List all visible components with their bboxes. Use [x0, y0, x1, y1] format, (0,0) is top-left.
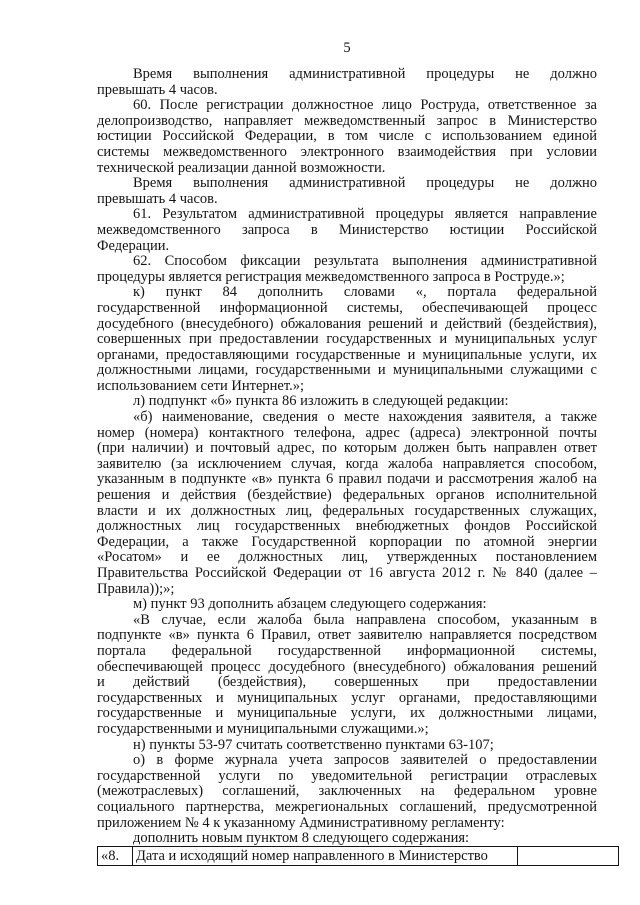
- paragraph: [97, 597, 597, 613]
- text-line: и действий (бездействия), совершенных при предоставлении: [97, 675, 597, 691]
- paragraph: [97, 753, 597, 831]
- text-line: подпункте «в» пункта 6 Правил, ответ заявителю направляется посредством: [97, 628, 597, 644]
- text-line: юстиции Российской Федерации, в том числе с использованием единой: [97, 129, 597, 145]
- text-line: органами, предоставляющими государственные и муниципальные услуги, их: [97, 347, 597, 363]
- text-line: совершенных при предоставлении государственных и муниципальных услуг: [97, 332, 597, 348]
- paragraph: [97, 285, 597, 394]
- text-line: технической реализации данной возможности.: [97, 160, 386, 176]
- text-line: Правительства Российской Федерации от 16 августа 2012 г. № 840 (далее –: [97, 566, 597, 581]
- text-line: использованием сети Интернет.»;: [97, 378, 304, 394]
- text-line: должностными лицами, государственными и муниципальными служащими с: [97, 363, 597, 379]
- text-line: «Росатом» и ее должностных лиц, утвержденных постановлением: [97, 550, 597, 566]
- page-number: 5: [343, 40, 351, 56]
- text-line: Федерации, а также Государственной корпорации по атомной энергии: [97, 534, 597, 550]
- paragraph: [97, 831, 597, 847]
- text-line: портала федеральной государственной информационной системы,: [97, 643, 597, 659]
- text-line: власти и их должностных лиц, федеральных государственных служащих,: [97, 503, 597, 519]
- text-line: Федерации.: [97, 238, 170, 254]
- text-line: межведомственного запроса в Министерство юстиции Российской: [97, 222, 597, 238]
- paragraph: [97, 738, 597, 754]
- paragraph: [97, 207, 597, 254]
- text-line: л) подпункт «б» пункта 86 изложить в следующей редакции:: [133, 394, 509, 410]
- text-line: к) пункт 84 дополнить словами «, портала федеральной: [133, 285, 597, 301]
- text-line: Время выполнения административной процедуры не должно: [133, 67, 597, 82]
- text-line: 61. Результатом административной процедуры является направление: [133, 207, 597, 223]
- text-line: заявителю (за исключением случая, когда жалоба направляется способом,: [97, 456, 597, 472]
- text-line: системы межведомственного электронного взаимодействия при условии: [97, 144, 597, 160]
- text-line: Правила));»;: [97, 581, 175, 597]
- text-line: дополнить новым пунктом 8 следующего содержания:: [133, 831, 470, 847]
- text-line: досудебного (внесудебного) обжалования решений и действий (бездействия),: [97, 316, 597, 332]
- text-line: м) пункт 93 дополнить абзацем следующего содержания:: [133, 597, 487, 613]
- paragraph: [97, 613, 597, 738]
- paragraph: [97, 254, 597, 285]
- text-line: должностных лиц государственных внебюджетных фондов Российской: [97, 519, 597, 535]
- text-line: н) пункты 53-97 считать соответственно пунктами 63-107;: [133, 737, 494, 753]
- paragraph: [97, 410, 597, 597]
- paragraph: [97, 176, 597, 207]
- text-line: (при наличии) и почтовый адрес, по которым должен быть направлен ответ: [97, 441, 597, 457]
- text-line: приложением № 4 к указанному Административному регламенту:: [97, 815, 505, 831]
- text-line: государственной услуги по уведомительной регистрации отраслевых: [97, 768, 597, 784]
- text-line: (межотраслевых) соглашений, заключенных на федеральном уровне: [97, 784, 597, 800]
- text-line: социального партнерства, межрегиональных соглашений, предусмотренной: [97, 799, 597, 815]
- journal-form-table: [97, 846, 619, 866]
- text-line: «В случае, если жалоба была направлена способом, указанным в: [133, 612, 597, 628]
- text-line: делопроизводство, направляет межведомственный запрос в Министерство: [97, 113, 597, 129]
- text-line: превышать 4 часов.: [97, 82, 218, 98]
- text-line: номер (номера) контактного телефона, адрес (адреса) электронной почты: [97, 425, 597, 441]
- text-line: Время выполнения административной процедуры не должно: [133, 176, 597, 192]
- table-cell-number: «8.: [98, 847, 133, 866]
- text-line: государственные и муниципальные услуги, их должностными лицами,: [97, 706, 597, 722]
- text-line: «б) наименование, сведения о месте нахождения заявителя, а также: [133, 410, 597, 426]
- table-row: [98, 847, 619, 866]
- table-cell-empty: [518, 847, 619, 866]
- text-line: государственной информационной системы, обеспечивающей процесс: [97, 300, 597, 316]
- text-line: государственными и муниципальными служащими.»;: [97, 721, 429, 737]
- text-line: решения и действия (бездействие) федеральных органов исполнительной: [97, 488, 597, 504]
- paragraph: [97, 98, 597, 176]
- paragraph: [97, 67, 597, 98]
- text-line: о) в форме журнала учета запросов заявителей о предоставлении: [133, 753, 597, 769]
- document-body: [97, 67, 597, 847]
- text-line: обеспечивающей процесс досудебного (внесудебного) обжалования решений: [97, 659, 597, 675]
- text-line: процедуры является регистрация межведомственного запроса в Роструде.»;: [97, 269, 565, 285]
- table-cell-description: Дата и исходящий номер направленного в Министерство: [133, 847, 518, 866]
- text-line: 60. После регистрации должностное лицо Роструда, ответственное за: [133, 98, 597, 114]
- text-line: 62. Способом фиксации результата выполнения административной: [133, 254, 597, 270]
- text-line: государственных и муниципальных услуг органами, предоставляющими: [97, 690, 597, 706]
- text-line: указанным в подпункте «в» пункта 6 правил подачи и рассмотрения жалоб на: [97, 472, 597, 488]
- text-line: превышать 4 часов.: [97, 191, 218, 207]
- paragraph: [97, 394, 597, 410]
